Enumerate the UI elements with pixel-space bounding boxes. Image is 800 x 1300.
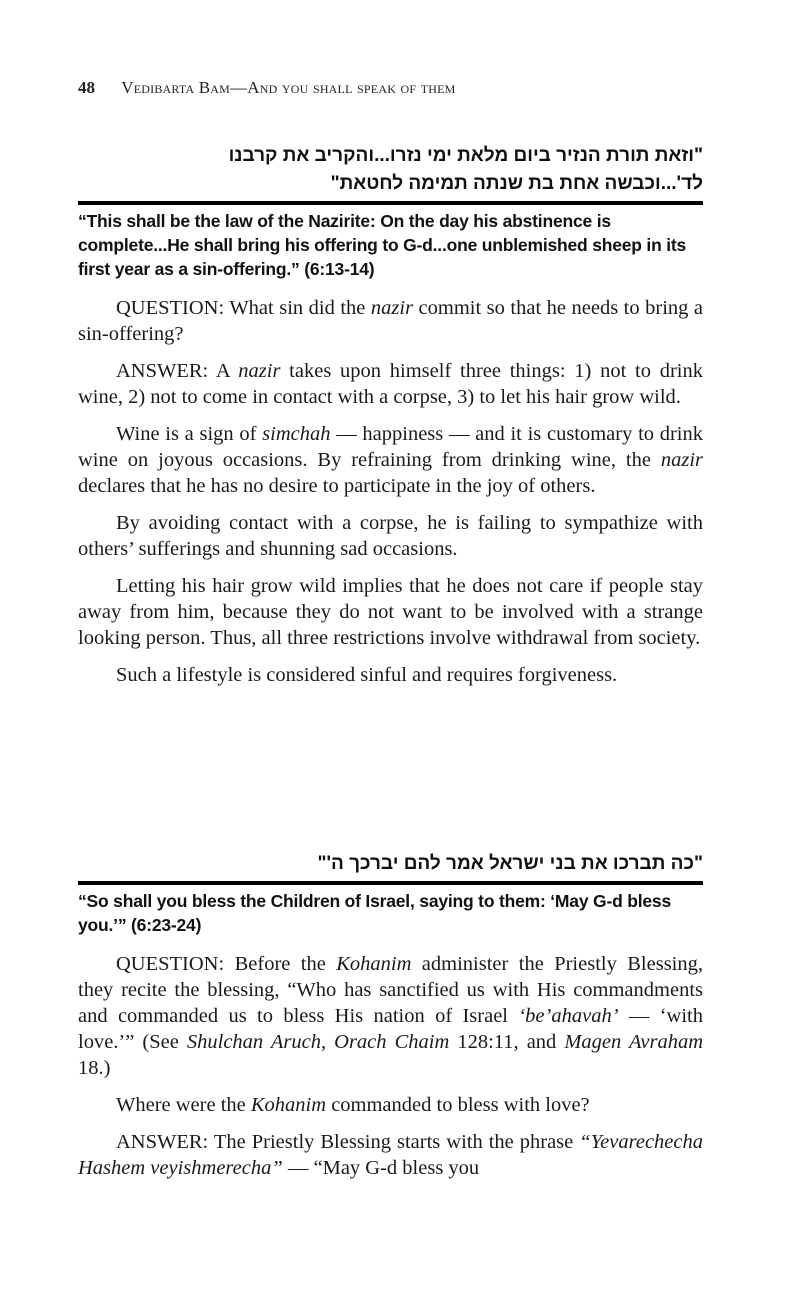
italic-term: ‘be’ahavah’ bbox=[518, 1005, 619, 1027]
italic-term: Kohanim bbox=[336, 953, 412, 975]
text-run: commit so that he needs to bring a sin-offering? bbox=[78, 297, 703, 345]
verse-translation: “So shall you bless the Children of Israel, saying to them: ‘May G-d bless you.’” (6:23-24) bbox=[78, 891, 671, 935]
italic-term: Magen Avraham bbox=[564, 1031, 703, 1053]
text-run: — ‘with love.’” (See bbox=[78, 1005, 704, 1053]
text-run: Letting his hair grow wild implies that he does not care if people stay away from him, because they do not want to be involved with a strange looking person. Thus, all three restrictions involve withdrawal from society. bbox=[78, 575, 703, 649]
italic-term: Kohanim bbox=[250, 1094, 327, 1116]
paragraph bbox=[78, 358, 703, 410]
text-run: Where were the bbox=[116, 1094, 251, 1116]
section-rule bbox=[78, 881, 703, 885]
italic-term: nazir bbox=[238, 360, 281, 382]
text-run: QUESTION: What sin did the bbox=[116, 297, 371, 319]
italic-term: nazir bbox=[660, 449, 703, 471]
hebrew-line: "וזאת תורת הנזיר ביום מלאת ימי נזרו...והקריב את קרבנו bbox=[228, 145, 703, 166]
verse-translation: “This shall be the law of the Nazirite: On the day his abstinence is complete...He shall bring his offering to G-d...one unblemished sheep in its first year as a sin-offering.” (6:13-14) bbox=[78, 211, 687, 279]
book-title: Vedibarta Bam—And you shall speak of them bbox=[121, 78, 456, 97]
italic-term: nazir bbox=[370, 297, 414, 319]
hebrew-verse bbox=[78, 142, 703, 198]
text-run: declares that he has no desire to participate in the joy of others. bbox=[78, 475, 596, 497]
text-run: — happiness — and it is customary to drink wine on joyous occasions. By refraining from drinking wine, the bbox=[78, 423, 703, 471]
text-run: Such a lifestyle is considered sinful and requires forgiveness. bbox=[116, 664, 618, 686]
paragraph bbox=[78, 421, 703, 499]
text-run: QUESTION: Before the bbox=[116, 953, 337, 975]
section-rule bbox=[78, 201, 703, 205]
commentary-body bbox=[78, 295, 703, 688]
paragraph bbox=[78, 951, 703, 1081]
text-run: commanded to bless with love? bbox=[326, 1094, 590, 1116]
text-run: By avoiding contact with a corpse, he is failing to sympathize with others’ sufferings and shunning sad occasions. bbox=[78, 512, 703, 560]
text-run: 128:11, and bbox=[449, 1031, 565, 1053]
section-nazir bbox=[78, 142, 703, 688]
hebrew-line: לד'...וכבשה אחת בת שנתה תמימה לחטאת" bbox=[330, 173, 703, 194]
italic-term: simchah bbox=[262, 423, 331, 445]
paragraph bbox=[78, 510, 703, 562]
page-number: 48 bbox=[78, 78, 95, 97]
paragraph bbox=[78, 1129, 703, 1181]
text-run: — “May G-d bless you bbox=[282, 1157, 480, 1179]
section-priestly-blessing bbox=[78, 850, 703, 1181]
paragraph bbox=[78, 662, 703, 688]
text-run: administer the Priestly Blessing, they recite the blessing, “Who has sanctified us with His commandments and commanded us to bless His nation of Israel bbox=[78, 953, 703, 1027]
italic-term: “Yevarechecha Hashem veyishmerecha” bbox=[78, 1131, 703, 1179]
italic-term: Shulchan Aruch, Orach Chaim bbox=[186, 1031, 450, 1053]
text-run: takes upon himself three things: 1) not to drink wine, 2) not to come in contact with a corpse, 3) to let his hair grow wild. bbox=[78, 360, 703, 408]
paragraph bbox=[78, 1092, 703, 1118]
paragraph bbox=[78, 573, 703, 651]
commentary-body bbox=[78, 951, 703, 1181]
text-run: 18.) bbox=[78, 1057, 111, 1079]
running-head bbox=[78, 78, 456, 98]
text-run: ANSWER: A bbox=[116, 360, 239, 382]
hebrew-line: "כה תברכו את בני ישראל אמר להם יברכך ה'" bbox=[317, 853, 703, 874]
text-run: ANSWER: The Priestly Blessing starts with the phrase bbox=[116, 1131, 580, 1153]
paragraph bbox=[78, 295, 703, 347]
hebrew-verse bbox=[78, 850, 703, 878]
text-run: Wine is a sign of bbox=[116, 423, 263, 445]
